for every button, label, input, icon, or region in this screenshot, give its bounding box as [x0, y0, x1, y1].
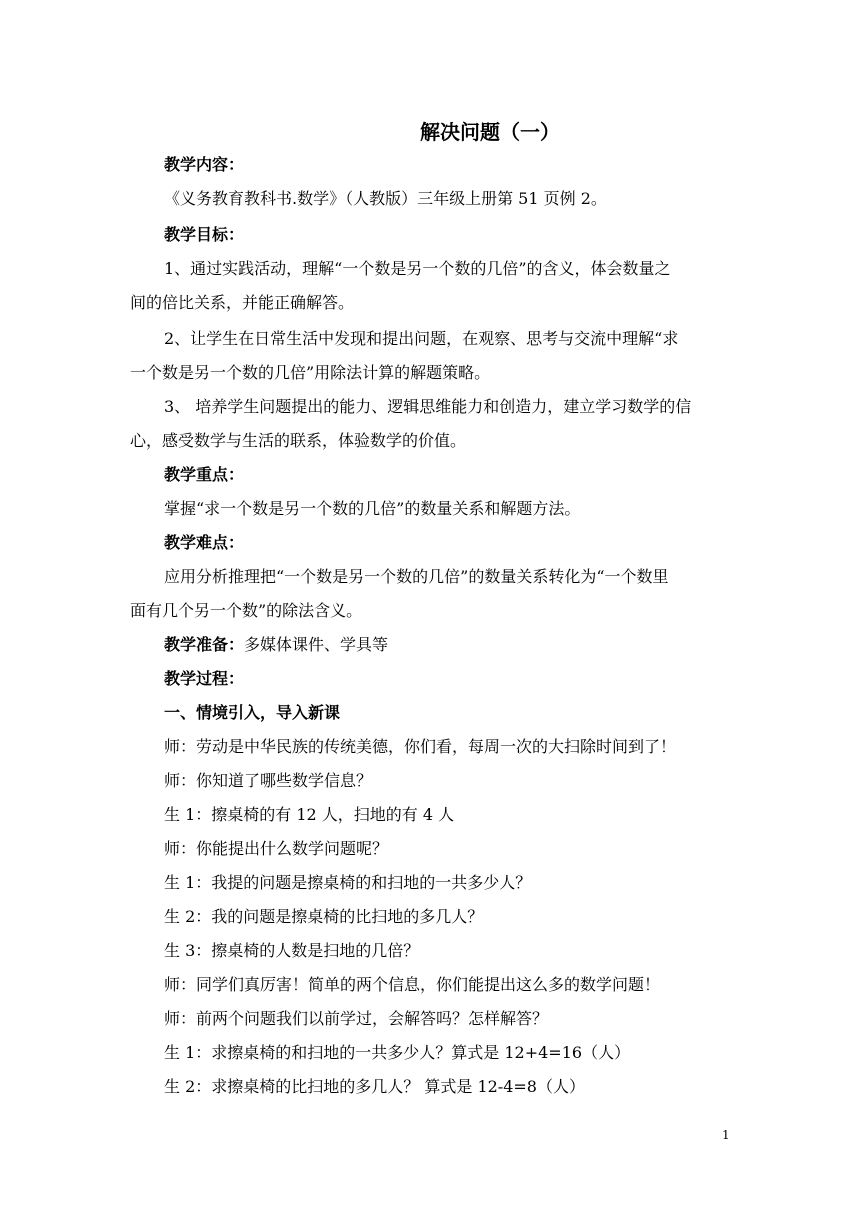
key-points-text: 掌握“求一个数是另一个数的几倍”的数量关系和解题方法。 [164, 499, 581, 518]
dialogue-line: 师：你能提出什么数学问题呢？ [164, 839, 389, 858]
dialogue-line: 师：前两个问题我们以前学过，会解答吗？怎样解答？ [164, 1009, 549, 1028]
difficulty-heading: 教学难点： [164, 533, 245, 552]
difficulty-line-1: 应用分析推理把“一个数是另一个数的几倍”的数量关系转化为“一个数里 [164, 567, 669, 586]
dialogue-line: 生 2：求擦桌椅的比扫地的多几人？ 算式是 12-4=8（人） [164, 1077, 585, 1096]
dialogue-line: 生 1：我提的问题是擦桌椅的和扫地的一共多少人？ [164, 873, 532, 892]
key-points-heading: 教学重点： [164, 465, 245, 484]
goal-1-line-1: 1、通过实践活动，理解“一个数是另一个数的几倍”的含义，体会数量之 [164, 259, 671, 278]
dialogue-line: 生 1：求擦桌椅的和扫地的一共多少人？算式是 12+4=16（人） [164, 1043, 631, 1062]
dialogue-line: 师：同学们真厉害！简单的两个信息，你们能提出这么多的数学问题！ [164, 975, 661, 994]
dialogue-line: 生 1：擦桌椅的有 12 人，扫地的有 4 人 [164, 805, 455, 824]
goal-3-line-1: 3、 培养学生问题提出的能力、逻辑思维能力和创造力，建立学习数学的信 [164, 397, 692, 416]
goal-2-line-1: 2、让学生在日常生活中发现和提出问题，在观察、思考与交流中理解“求 [164, 329, 679, 348]
preparation-text: 多媒体课件、学具等 [244, 635, 389, 654]
goal-2-line-2: 一个数是另一个数的几倍”用除法计算的解题策略。 [130, 363, 491, 382]
preparation-line [164, 634, 736, 656]
dialogue-line: 师：你知道了哪些数学信息？ [164, 771, 373, 790]
dialogue-line: 生 3：擦桌椅的人数是扫地的几倍？ [164, 941, 420, 960]
page-title: 解决问题（一） [420, 120, 560, 144]
goal-1-line-2: 间的倍比关系，并能正确解答。 [130, 293, 355, 312]
preparation-label: 教学准备： [164, 635, 245, 654]
part-1-heading: 一、情境引入，导入新课 [164, 703, 341, 722]
teaching-goals-heading: 教学目标： [164, 225, 245, 244]
teaching-content-heading: 教学内容： [164, 155, 245, 174]
teaching-content-text: 《义务教育教科书.数学》（人教版）三年级上册第 51 页例 2。 [164, 189, 607, 208]
dialogue-line: 生 2：我的问题是擦桌椅的比扫地的多几人？ [164, 907, 484, 926]
page-number: 1 [722, 1128, 730, 1142]
teaching-process-heading: 教学过程： [164, 669, 245, 688]
dialogue-line: 师：劳动是中华民族的传统美德，你们看，每周一次的大扫除时间到了！ [164, 737, 677, 756]
goal-3-line-2: 心，感受数学与生活的联系，体验数学的价值。 [130, 431, 467, 450]
difficulty-line-2: 面有几个另一个数”的除法含义。 [130, 601, 363, 620]
